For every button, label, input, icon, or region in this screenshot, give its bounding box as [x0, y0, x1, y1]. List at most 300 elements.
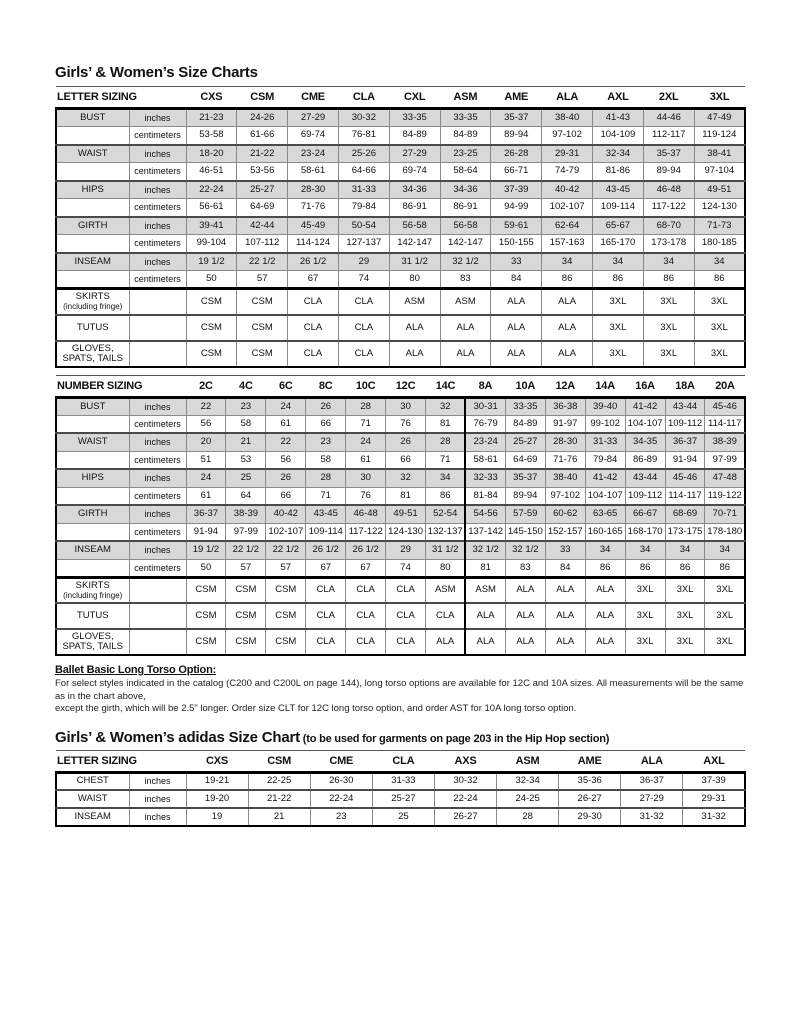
size-cell: CSM	[226, 629, 266, 655]
size-cell: 160-165	[585, 523, 625, 541]
table-row	[56, 772, 745, 790]
row-unit: centimeters	[129, 559, 186, 577]
table-row	[56, 127, 745, 145]
size-cell: 109-114	[593, 199, 644, 217]
size-cell: ALA	[465, 629, 505, 655]
page-content	[55, 64, 746, 827]
size-cell: 89-94	[505, 487, 545, 505]
size-cell: 26-27	[559, 790, 621, 808]
size-cell: 46-51	[186, 163, 237, 181]
size-cell: 112-117	[643, 127, 694, 145]
size-cell: 24	[186, 469, 226, 487]
size-cell: 25	[226, 469, 266, 487]
size-cell: 157-163	[542, 235, 593, 253]
size-cell: ALA	[545, 577, 585, 603]
size-table	[55, 86, 746, 368]
size-cell: 34-36	[440, 181, 491, 199]
size-cell: 114-124	[288, 235, 339, 253]
adidas-size-chart-title	[55, 729, 746, 746]
size-cell: 74	[338, 271, 389, 289]
size-cell: 34	[593, 253, 644, 271]
row-label: HIPS	[56, 469, 129, 487]
letter-size-charts-title	[55, 64, 746, 81]
table-header-label: LETTER SIZING	[56, 87, 186, 109]
column-header-2xl: 2XL	[643, 87, 694, 109]
size-cell: 33	[545, 541, 585, 559]
size-cell: 66	[306, 415, 346, 433]
size-cell: 53	[226, 451, 266, 469]
size-cell: 36-37	[621, 772, 683, 790]
size-cell: 109-112	[665, 415, 705, 433]
size-cell: 3XL	[694, 289, 745, 315]
size-cell: 79-84	[338, 199, 389, 217]
size-cell: 23-24	[465, 433, 505, 451]
size-cell: 33-35	[505, 397, 545, 415]
size-cell: 68-69	[665, 505, 705, 523]
size-cell: 23	[226, 397, 266, 415]
table-row	[56, 315, 745, 341]
size-cell: 142-147	[389, 235, 440, 253]
size-cell: 150-155	[491, 235, 542, 253]
size-cell: 34	[585, 541, 625, 559]
row-label	[56, 415, 129, 433]
row-unit	[129, 289, 186, 315]
table-row	[56, 415, 745, 433]
size-cell: 20	[186, 433, 226, 451]
row-label: INSEAM	[56, 253, 129, 271]
size-cell: 86	[694, 271, 745, 289]
size-cell: CLA	[306, 577, 346, 603]
size-cell: 57	[237, 271, 288, 289]
size-cell: 97-99	[705, 451, 745, 469]
size-cell: ALA	[440, 315, 491, 341]
size-cell: 168-170	[625, 523, 665, 541]
row-label	[56, 487, 129, 505]
size-cell: 61	[346, 451, 386, 469]
row-sublabel: (including fringe)	[63, 590, 123, 600]
size-cell: 84	[491, 271, 542, 289]
size-cell: 28	[497, 808, 559, 826]
row-label: INSEAM	[56, 541, 129, 559]
size-cell: 53-58	[186, 127, 237, 145]
size-cell: CSM	[226, 603, 266, 629]
size-cell: 25-26	[338, 145, 389, 163]
column-header-cla: CLA	[338, 87, 389, 109]
size-cell: 23-24	[288, 145, 339, 163]
size-cell: 25	[372, 808, 434, 826]
table-row	[56, 271, 745, 289]
size-cell: 29-30	[559, 808, 621, 826]
size-cell: 3XL	[593, 341, 644, 367]
size-cell: 58-64	[440, 163, 491, 181]
size-cell: CLA	[346, 577, 386, 603]
row-label: TUTUS	[56, 603, 129, 629]
size-cell: 26-27	[434, 808, 496, 826]
size-cell: 47-49	[694, 109, 745, 127]
row-unit: inches	[129, 772, 186, 790]
size-cell: CSM	[186, 341, 237, 367]
size-cell: 65-67	[593, 217, 644, 235]
size-cell: 32	[386, 469, 426, 487]
size-cell: 19 1/2	[186, 253, 237, 271]
size-cell: 34-35	[625, 433, 665, 451]
row-label: INSEAM	[56, 808, 129, 826]
row-unit: inches	[129, 253, 186, 271]
table-row	[56, 629, 745, 655]
row-label	[56, 163, 129, 181]
size-cell: CLA	[306, 603, 346, 629]
size-cell: 24	[346, 433, 386, 451]
size-cell: ALA	[585, 629, 625, 655]
size-cell: 27-29	[288, 109, 339, 127]
size-cell: 91-94	[665, 451, 705, 469]
row-label	[56, 559, 129, 577]
row-sublabel: (including fringe)	[63, 302, 123, 312]
row-label: SKIRTS (including fringe)	[56, 577, 129, 603]
row-unit: centimeters	[129, 523, 186, 541]
row-unit: inches	[129, 790, 186, 808]
size-cell: 52-54	[426, 505, 466, 523]
size-cell: 71	[346, 415, 386, 433]
size-cell: 68-70	[643, 217, 694, 235]
size-cell: 74-79	[542, 163, 593, 181]
size-cell: 97-102	[542, 127, 593, 145]
size-cell: 22-24	[186, 181, 237, 199]
size-cell: 24	[266, 397, 306, 415]
size-cell: 42-44	[237, 217, 288, 235]
size-cell: 67	[288, 271, 339, 289]
table-header-row	[56, 87, 745, 109]
size-cell: 23-25	[440, 145, 491, 163]
size-cell: 43-45	[593, 181, 644, 199]
size-cell: 44-46	[643, 109, 694, 127]
row-unit: inches	[129, 505, 186, 523]
row-label: GLOVES, SPATS, TAILS	[56, 629, 129, 655]
size-cell: 76	[386, 415, 426, 433]
size-cell: 39-41	[186, 217, 237, 235]
size-cell: 28-30	[288, 181, 339, 199]
column-header-cxs: CXS	[186, 750, 248, 772]
size-cell: 97-104	[694, 163, 745, 181]
size-cell: 22	[266, 433, 306, 451]
size-cell: 45-46	[705, 397, 745, 415]
size-cell: 34	[643, 253, 694, 271]
size-cell: 53-56	[237, 163, 288, 181]
size-cell: 102-107	[542, 199, 593, 217]
size-cell: 80	[389, 271, 440, 289]
size-cell: 3XL	[643, 289, 694, 315]
size-cell: CLA	[288, 289, 339, 315]
size-cell: 56	[186, 415, 226, 433]
size-cell: CLA	[306, 629, 346, 655]
size-cell: 57	[226, 559, 266, 577]
table-row	[56, 235, 745, 253]
size-cell: 104-107	[585, 487, 625, 505]
size-cell: 34	[426, 469, 466, 487]
size-cell: 74	[386, 559, 426, 577]
size-cell: 22 1/2	[237, 253, 288, 271]
size-cell: 165-170	[593, 235, 644, 253]
size-cell: 127-137	[338, 235, 389, 253]
size-cell: 45-46	[665, 469, 705, 487]
size-cell: 3XL	[705, 603, 745, 629]
row-unit: centimeters	[129, 235, 186, 253]
size-cell: 84-89	[440, 127, 491, 145]
size-cell: 33-35	[389, 109, 440, 127]
table-row	[56, 163, 745, 181]
size-cell: 117-122	[346, 523, 386, 541]
size-cell: 63-65	[585, 505, 625, 523]
size-cell: 71	[306, 487, 346, 505]
size-cell: 58	[306, 451, 346, 469]
column-header-16a: 16A	[625, 375, 665, 397]
size-cell: 137-142	[465, 523, 505, 541]
size-cell: 19-20	[186, 790, 248, 808]
size-cell: ALA	[389, 315, 440, 341]
size-cell: 24-26	[237, 109, 288, 127]
table-row	[56, 541, 745, 559]
row-label	[56, 451, 129, 469]
ballet-long-torso-footnote	[55, 664, 746, 716]
size-cell: ALA	[545, 603, 585, 629]
size-cell: 76-81	[338, 127, 389, 145]
size-cell: 21	[248, 808, 310, 826]
size-cell: 104-107	[625, 415, 665, 433]
size-cell: CLA	[338, 315, 389, 341]
size-cell: 22-24	[434, 790, 496, 808]
size-cell: 86	[665, 559, 705, 577]
column-header-14a: 14A	[585, 375, 625, 397]
row-label	[56, 271, 129, 289]
size-cell: 3XL	[694, 341, 745, 367]
column-header-asm: ASM	[497, 750, 559, 772]
size-cell: 3XL	[643, 341, 694, 367]
size-cell: 3XL	[705, 577, 745, 603]
size-cell: 27-29	[389, 145, 440, 163]
size-cell: 25-27	[505, 433, 545, 451]
size-cell: 102-107	[266, 523, 306, 541]
size-cell: 28	[346, 397, 386, 415]
size-cell: 119-124	[694, 127, 745, 145]
size-cell: CSM	[237, 341, 288, 367]
size-cell: 86	[705, 559, 745, 577]
size-cell: 38-40	[542, 109, 593, 127]
size-cell: 43-44	[625, 469, 665, 487]
row-label	[56, 199, 129, 217]
footnote-line-1: For select styles indicated in the catalog (C200 and C200L on page 144), long torso options are available for 12C and 10A sizes. All measurements will be the same as in the chart above,	[55, 678, 744, 702]
size-cell: ALA	[542, 341, 593, 367]
size-cell: CSM	[266, 603, 306, 629]
row-unit: centimeters	[129, 271, 186, 289]
size-cell: 117-122	[643, 199, 694, 217]
row-unit: centimeters	[129, 163, 186, 181]
size-cell: 59-61	[491, 217, 542, 235]
size-cell: CLA	[386, 629, 426, 655]
size-cell: 31-32	[621, 808, 683, 826]
column-header-csm: CSM	[237, 87, 288, 109]
size-cell: 173-178	[643, 235, 694, 253]
size-cell: 76	[346, 487, 386, 505]
size-cell: 32 1/2	[465, 541, 505, 559]
column-header-10a: 10A	[505, 375, 545, 397]
column-header-asm: ASM	[440, 87, 491, 109]
size-cell: 60-62	[545, 505, 585, 523]
size-cell: 97-99	[226, 523, 266, 541]
size-cell: 3XL	[705, 629, 745, 655]
size-cell: 94-99	[491, 199, 542, 217]
size-cell: 173-175	[665, 523, 705, 541]
column-header-ala: ALA	[542, 87, 593, 109]
table-row	[56, 145, 745, 163]
size-cell: CSM	[186, 577, 226, 603]
size-cell: 81-86	[593, 163, 644, 181]
size-cell: 31-33	[372, 772, 434, 790]
size-cell: 37-39	[683, 772, 745, 790]
size-cell: 32 1/2	[505, 541, 545, 559]
size-cell: 22 1/2	[226, 541, 266, 559]
column-header-ame: AME	[491, 87, 542, 109]
size-cell: CSM	[186, 315, 237, 341]
size-cell: 21	[226, 433, 266, 451]
size-cell: 49-51	[386, 505, 426, 523]
table-row	[56, 289, 745, 315]
row-unit	[129, 341, 186, 367]
size-cell: 61	[266, 415, 306, 433]
size-cell: 31 1/2	[389, 253, 440, 271]
size-cell: ALA	[505, 577, 545, 603]
size-cell: 56	[266, 451, 306, 469]
size-cell: 86	[542, 271, 593, 289]
column-header-axl: AXL	[683, 750, 745, 772]
size-cell: ASM	[465, 577, 505, 603]
size-cell: 31-32	[683, 808, 745, 826]
size-cell: 58	[226, 415, 266, 433]
size-cell: 104-109	[593, 127, 644, 145]
size-cell: 86-89	[625, 451, 665, 469]
size-cell: 34	[665, 541, 705, 559]
size-cell: 64-69	[505, 451, 545, 469]
size-cell: CSM	[186, 629, 226, 655]
column-header-axl: AXL	[593, 87, 644, 109]
size-cell: CLA	[346, 603, 386, 629]
size-cell: 43-45	[306, 505, 346, 523]
size-cell: ALA	[542, 315, 593, 341]
row-unit: centimeters	[129, 127, 186, 145]
column-header-6c: 6C	[266, 375, 306, 397]
size-cell: 124-130	[386, 523, 426, 541]
size-cell: 83	[440, 271, 491, 289]
size-cell: 86-91	[389, 199, 440, 217]
size-cell: 28	[306, 469, 346, 487]
size-cell: ALA	[426, 629, 466, 655]
column-header-cxs: CXS	[186, 87, 237, 109]
size-cell: ASM	[389, 289, 440, 315]
size-cell: 26-28	[491, 145, 542, 163]
size-cell: 3XL	[593, 289, 644, 315]
size-cell: 41-43	[593, 109, 644, 127]
size-cell: 26 1/2	[306, 541, 346, 559]
size-cell: CSM	[237, 315, 288, 341]
size-cell: 99-102	[585, 415, 625, 433]
size-cell: 81-84	[465, 487, 505, 505]
row-unit: inches	[129, 217, 186, 235]
table-row	[56, 181, 745, 199]
table-row	[56, 433, 745, 451]
row-unit: centimeters	[129, 199, 186, 217]
size-cell: 84-89	[389, 127, 440, 145]
table-row	[56, 559, 745, 577]
size-cell: 79-84	[585, 451, 625, 469]
size-cell: 51	[186, 451, 226, 469]
row-unit	[129, 577, 186, 603]
size-cell: CSM	[186, 603, 226, 629]
column-header-12a: 12A	[545, 375, 585, 397]
size-cell: 99-104	[186, 235, 237, 253]
size-cell: 66-71	[491, 163, 542, 181]
size-cell: 35-37	[643, 145, 694, 163]
size-cell: 40-42	[266, 505, 306, 523]
size-cell: CSM	[237, 289, 288, 315]
letter-size-charts-title-text: Girls’ & Women’s Size Charts	[55, 64, 258, 81]
size-cell: ALA	[389, 341, 440, 367]
size-cell: 31 1/2	[426, 541, 466, 559]
size-cell: 30	[346, 469, 386, 487]
size-cell: 33-35	[440, 109, 491, 127]
size-cell: 67	[306, 559, 346, 577]
size-cell: 64	[226, 487, 266, 505]
row-label: SKIRTS (including fringe)	[56, 289, 129, 315]
size-cell: 109-112	[625, 487, 665, 505]
row-label: GIRTH	[56, 217, 129, 235]
size-cell: 86	[426, 487, 466, 505]
size-cell: 41-42	[585, 469, 625, 487]
size-cell: 132-137	[426, 523, 466, 541]
row-unit: inches	[129, 145, 186, 163]
size-cell: 34	[705, 541, 745, 559]
size-cell: ALA	[505, 603, 545, 629]
row-label	[56, 127, 129, 145]
table-row	[56, 790, 745, 808]
size-cell: 26 1/2	[346, 541, 386, 559]
size-cell: CLA	[346, 629, 386, 655]
table-header-row	[56, 750, 745, 772]
column-header-8c: 8C	[306, 375, 346, 397]
table-header-label: NUMBER SIZING	[56, 375, 186, 397]
size-cell: ALA	[585, 603, 625, 629]
size-cell: ALA	[440, 341, 491, 367]
size-cell: 71-76	[288, 199, 339, 217]
size-cell: 25-27	[372, 790, 434, 808]
size-cell: 25-27	[237, 181, 288, 199]
row-label: CHEST	[56, 772, 129, 790]
size-cell: 34-36	[389, 181, 440, 199]
size-cell: ALA	[585, 577, 625, 603]
size-cell: 62-64	[542, 217, 593, 235]
size-cell: 34	[694, 253, 745, 271]
size-cell: 57	[266, 559, 306, 577]
size-cell: 46-48	[346, 505, 386, 523]
size-cell: 35-36	[559, 772, 621, 790]
size-cell: 43-44	[665, 397, 705, 415]
column-header-14c: 14C	[426, 375, 466, 397]
table-header-row	[56, 375, 745, 397]
size-cell: 81	[426, 415, 466, 433]
size-cell: 114-117	[705, 415, 745, 433]
size-cell: 22 1/2	[266, 541, 306, 559]
size-cell: 40-42	[542, 181, 593, 199]
size-cell: 30-32	[434, 772, 496, 790]
size-cell: 36-37	[665, 433, 705, 451]
